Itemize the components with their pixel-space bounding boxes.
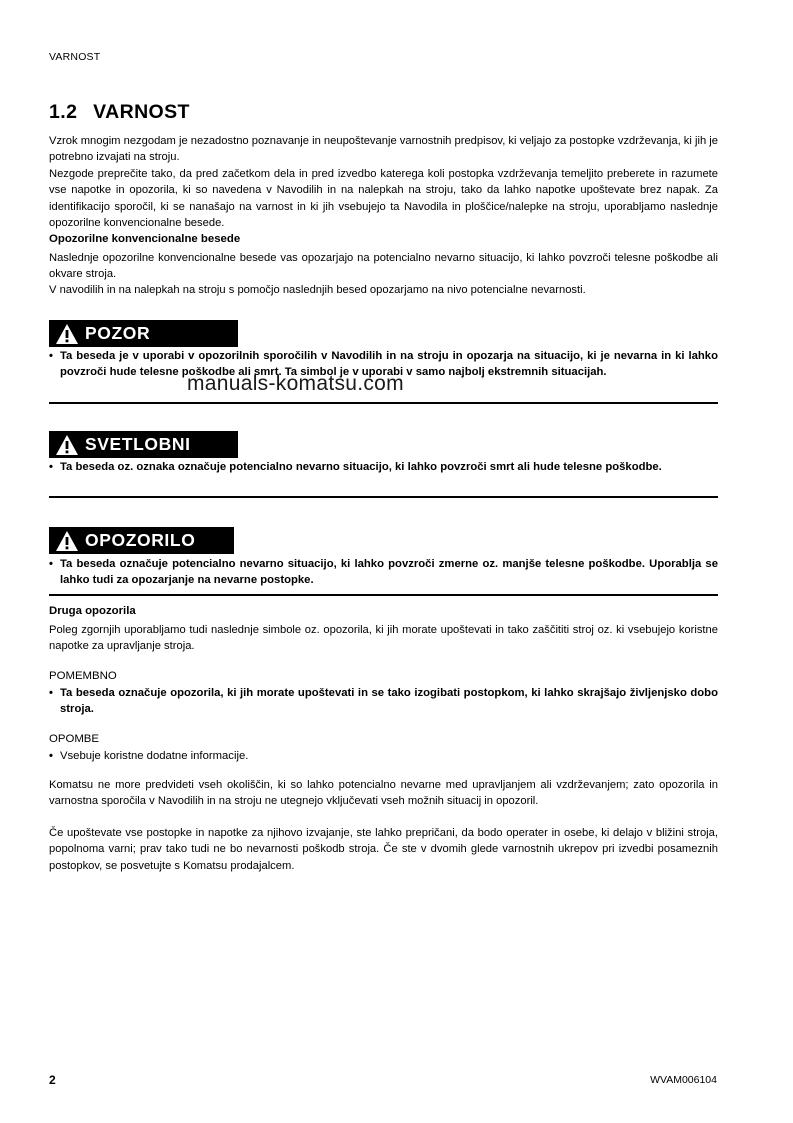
warning-text-pozor: • Ta beseda je v uporabi v opozorilnih sporočilih v Navodilih in na stroju in opozarja na situacijo, ki je nevarna in ki lahko povzroči hude telesne poškodbe ali smrt. Ta simbol je v uporabi v samo najbolj ekstremnih situacijah.: [49, 348, 718, 381]
warning-text-opozorilo: • Ta beseda označuje potencialno nevarno situacijo, ki lahko povzroči zmerne oz. manjše telesne poškodbe. Uporablja se lahko tudi za opozarjanje na nevarne postopke.: [49, 556, 718, 589]
important-text: • Ta beseda označuje opozorila, ki jih morate upoštevati in se tako izogibati postopkom, ki lahko skrajšajo življenjsko dobo stroja.: [49, 685, 718, 718]
important-heading: POMEMBNO: [49, 670, 117, 682]
closing-paragraph-2: Če upoštevate vse postopke in napotke za njihovo izvajanje, ste lahko prepričani, da bodo operater in osebe, ki delajo v bližini stroja, popolnoma varni; prav tako tudi ne bo nevarnosti poškodb stroja. Če ste v dvomih glede varnostnih ukrepov pri izvedbi posameznih postopkov, se posvetujte s Komatsu prodajalcem.: [49, 827, 718, 872]
warning-triangle-icon: [55, 434, 79, 456]
conv-words-heading: Opozorilne konvencionalne besede: [49, 233, 241, 245]
intro-paragraph-1: Vzrok mnogim nezgodam je nezadostno poznavanje in neupoštevanje varnostnih predpisov, ki veljajo za postopke vzdrževanja, ki jih je potrebno izvajati na stroju.: [49, 135, 718, 164]
conv-words-paragraph-2: V navodilih in na nalepkah na stroju s pomočjo naslednjih besed opozarjamo na nivo potencialne nevarnosti.: [49, 284, 586, 296]
warning-label-text: OPOZORILO: [85, 530, 196, 550]
conv-words-paragraph-1: Naslednje opozorilne konvencionalne besede vas opozarjajo na potencialno nevarno situacijo, ki lahko povzroči telesne poškodbe ali okvare stroja.: [49, 252, 718, 281]
warning-label-svetlobni: [49, 431, 238, 458]
notes-heading: OPOMBE: [49, 733, 100, 745]
section-title: [49, 101, 190, 124]
divider: [49, 496, 718, 498]
warning-label-opozorilo: [49, 527, 234, 554]
divider: [49, 594, 718, 596]
section-title-text: VARNOST: [93, 101, 190, 123]
other-warnings-heading: Druga opozorila: [49, 605, 136, 617]
warning-text-svetlobni: • Ta beseda oz. oznaka označuje potencialno nevarno situacijo, ki lahko povzroči smrt ali hude telesne poškodbe.: [49, 459, 718, 475]
intro-paragraph-2: Nezgode preprečite tako, da pred začetkom dela in pred izvedbo katerega koli postopka vzdrževanja temeljito preberete in razumete vse napotke in opozorila, ki so navedena v Navodilih in na nalepkah na stroju, tako da lahko napotke upoštevate brez napak. Za identifikacijo sporočil, ki se nanašajo na varnost in ki jih vsebujejo ta Navodila in ploščice/nalepke na stroju, uporabljamo naslednje opozorilne konvencionalne besede.: [49, 168, 718, 229]
document-code: WVAM006104: [650, 1074, 717, 1086]
running-header: VARNOST: [49, 51, 101, 63]
warning-triangle-icon: [55, 530, 79, 552]
other-warnings-text: Poleg zgornjih uporabljamo tudi naslednje simbole oz. opozorila, ki jih morate upoštevati in tako zaščititi stroj oz. ki vsebujejo koristne napotke za upravljanje stroja.: [49, 624, 718, 653]
notes-text: • Vsebuje koristne dodatne informacije.: [49, 748, 718, 764]
divider: [49, 402, 718, 404]
page-number: 2: [49, 1073, 56, 1087]
warning-label-pozor: [49, 320, 238, 347]
warning-label-text: POZOR: [85, 323, 151, 343]
section-number: 1.2: [49, 101, 78, 123]
warning-label-text: SVETLOBNI: [85, 434, 191, 454]
closing-paragraph-1: Komatsu ne more predvideti vseh okoliščin, ki so lahko potencialno nevarne med upravljanjem ali vzdrževanjem; zato opozorila in varnostna sporočila v Navodilih in na stroju ne utegnejo vključevati vseh možnih situacij in opozoril.: [49, 779, 718, 808]
warning-triangle-icon: [55, 323, 79, 345]
watermark: manuals-komatsu.com: [187, 372, 404, 395]
